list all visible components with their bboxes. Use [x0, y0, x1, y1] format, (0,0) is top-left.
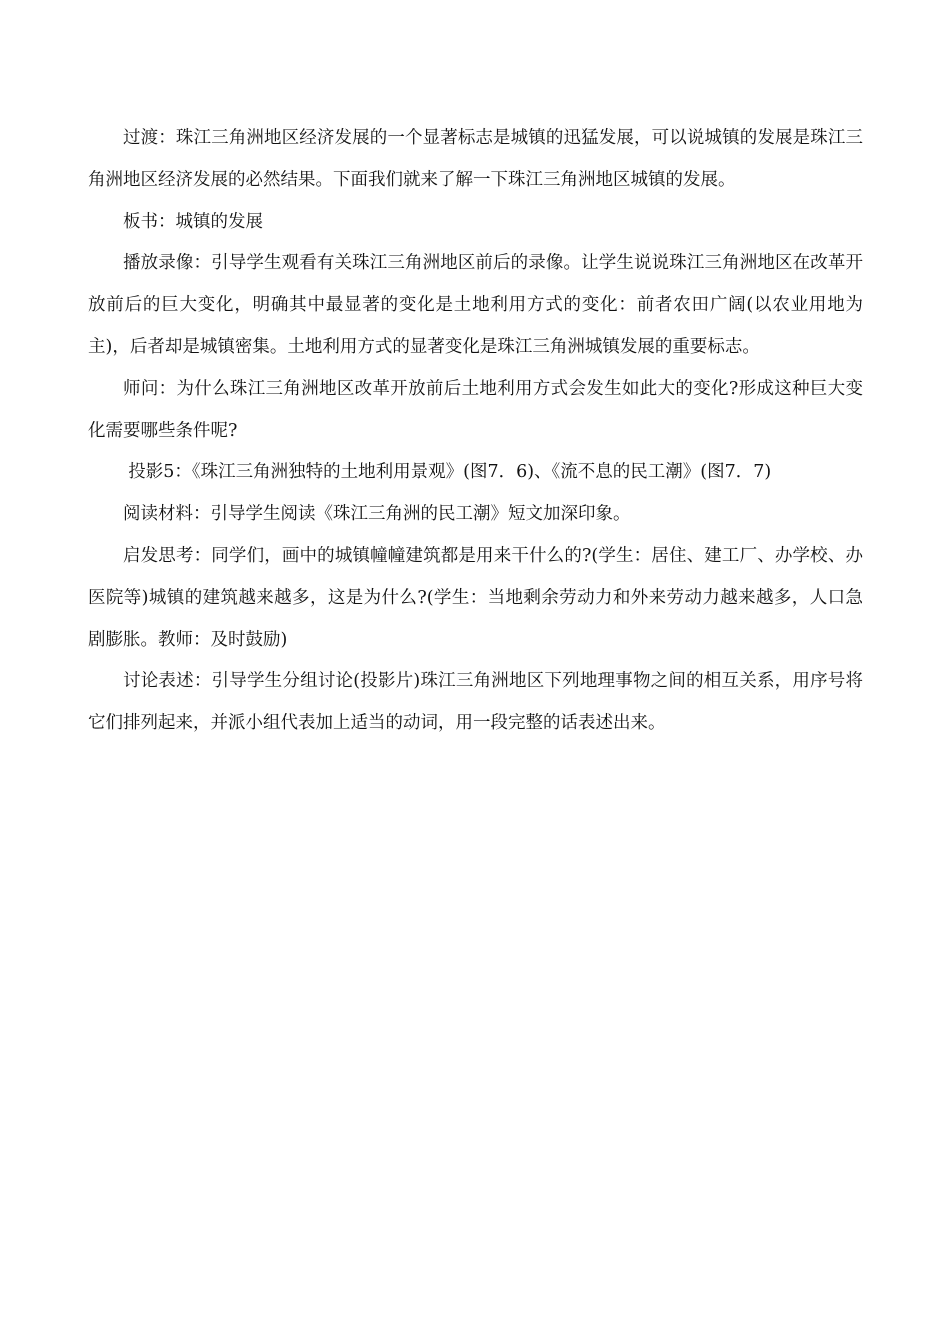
- paragraph-projection: 投影5：《珠江三角洲独特的土地利用景观》(图7．6)、《流不息的民工潮》(图7．7): [128, 462, 772, 483]
- paragraph-video: 播放录像：引导学生观看有关珠江三角洲地区前后的录像。让学生说说珠江三角洲地区在改革开放前后的巨大变化，明确其中最显著的变化是土地利用方式的变化：前者农田广阔(以农业用地为主)，后者却是城镇密集。土地利用方式的显著变化是珠江三角洲城镇发展的重要标志。: [88, 253, 863, 357]
- document-body: [88, 118, 863, 745]
- paragraph-thinking: 启发思考：同学们，画中的城镇幢幢建筑都是用来干什么的?(学生：居住、建工厂、办学校、办医院等)城镇的建筑越来越多，这是为什么?(学生：当地剩余劳动力和外来劳动力越来越多，人口急剧膨胀。教师：及时鼓励): [88, 545, 863, 650]
- paragraph-teacher-question: 师问：为什么珠江三角洲地区改革开放前后土地利用方式会发生如此大的变化?形成这种巨大变化需要哪些条件呢?: [88, 378, 863, 441]
- paragraph-discussion: 讨论表述：引导学生分组讨论(投影片)珠江三角洲地区下列地理事物之间的相互关系，用序号将它们排列起来，并派小组代表加上适当的动词，用一段完整的话表述出来。: [88, 671, 863, 734]
- paragraph-transition: 过渡：珠江三角洲地区经济发展的一个显著标志是城镇的迅猛发展，可以说城镇的发展是珠江三角洲地区经济发展的必然结果。下面我们就来了解一下珠江三角洲地区城镇的发展。: [88, 128, 863, 190]
- paragraph-reading: 阅读材料：引导学生阅读《珠江三角洲的民工潮》短文加深印象。: [123, 504, 631, 525]
- paragraph-board-writing: 板书：城镇的发展: [123, 211, 263, 232]
